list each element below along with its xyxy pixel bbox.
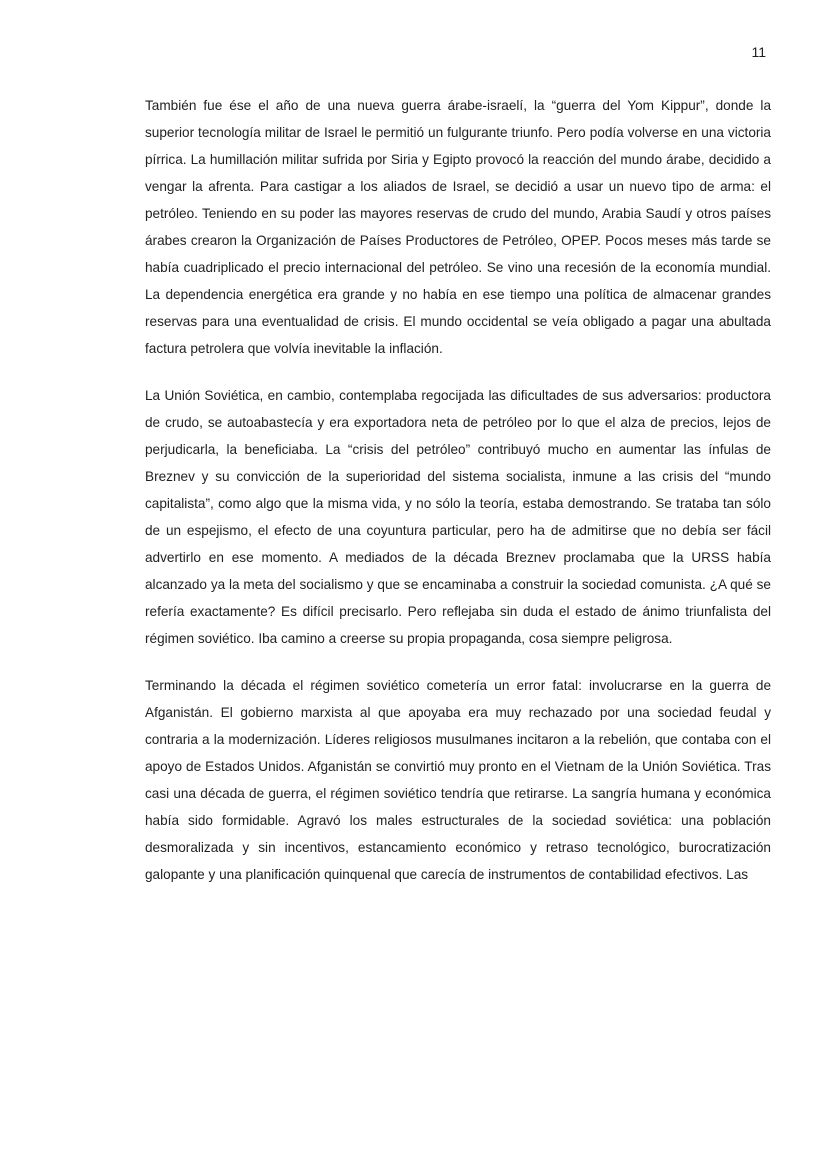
paragraph-soviet-union: La Unión Soviética, en cambio, contemplaba regocijada las dificultades de sus adversarios: productora de crudo, se autoabastecía y era exportadora neta de petróleo por lo que el alza de precios, lejos de perjudicarla, la beneficiaba. La “crisis del petróleo” contribuyó mucho en aumentar las ínfulas de Breznev y su convicción de la superioridad del sistema socialista, inmune a las crisis del “mundo capitalista”, como algo que la misma vida, y no sólo la teoría, estaba demostrando. Se trataba tan sólo de un espejismo, el efecto de una coyuntura particular, pero ha de admitirse que no debía ser fácil advertirlo en ese momento. A mediados de la década Breznev proclamaba que la URSS había alcanzado ya la meta del socialismo y que se encaminaba a construir la sociedad comunista. ¿A qué se refería exactamente? Es difícil precisarlo. Pero reflejaba sin duda el estado de ánimo triunfalista del régimen soviético. Iba camino a creerse su propia propaganda, cosa siempre peligrosa. bbox=[145, 388, 771, 646]
paragraph-afghanistan: Terminando la década el régimen soviético cometería un error fatal: involucrarse en la guerra de Afganistán. El gobierno marxista al que apoyaba era muy rechazado por una sociedad feudal y contraria a la modernización. Líderes religiosos musulmanes incitaron a la rebelión, que contaba con el apoyo de Estados Unidos. Afganistán se convirtió muy pronto en el Vietnam de la Unión Soviética. Tras casi una década de guerra, el régimen soviético tendría que retirarse. La sangría humana y económica había sido formidable. Agravó los males estructurales de la sociedad soviética: una población desmoralizada y sin incentivos, estancamiento económico y retraso tecnológico, burocratización galopante y una planificación quinquenal que carecía de instrumentos de contabilidad efectivos. Las bbox=[145, 678, 771, 882]
document-body bbox=[145, 92, 771, 888]
paragraph-oil-crisis: También fue ése el año de una nueva guerra árabe-israelí, la “guerra del Yom Kippur”, donde la superior tecnología militar de Israel le permitió un fulgurante triunfo. Pero podía volverse en una victoria pírrica. La humillación militar sufrida por Siria y Egipto provocó la reacción del mundo árabe, decidido a vengar la afrenta. Para castigar a los aliados de Israel, se decidió a usar un nuevo tipo de arma: el petróleo. Teniendo en su poder las mayores reservas de crudo del mundo, Arabia Saudí y otros países árabes crearon la Organización de Países Productores de Petróleo, OPEP. Pocos meses más tarde se había cuadriplicado el precio internacional del petróleo. Se vino una recesión de la economía mundial. La dependencia energética era grande y no había en ese tiempo una política de almacenar grandes reservas para una eventualidad de crisis. El mundo occidental se veía obligado a pagar una abultada factura petrolera que volvía inevitable la inflación. bbox=[145, 98, 771, 356]
page-number: 11 bbox=[751, 44, 766, 60]
